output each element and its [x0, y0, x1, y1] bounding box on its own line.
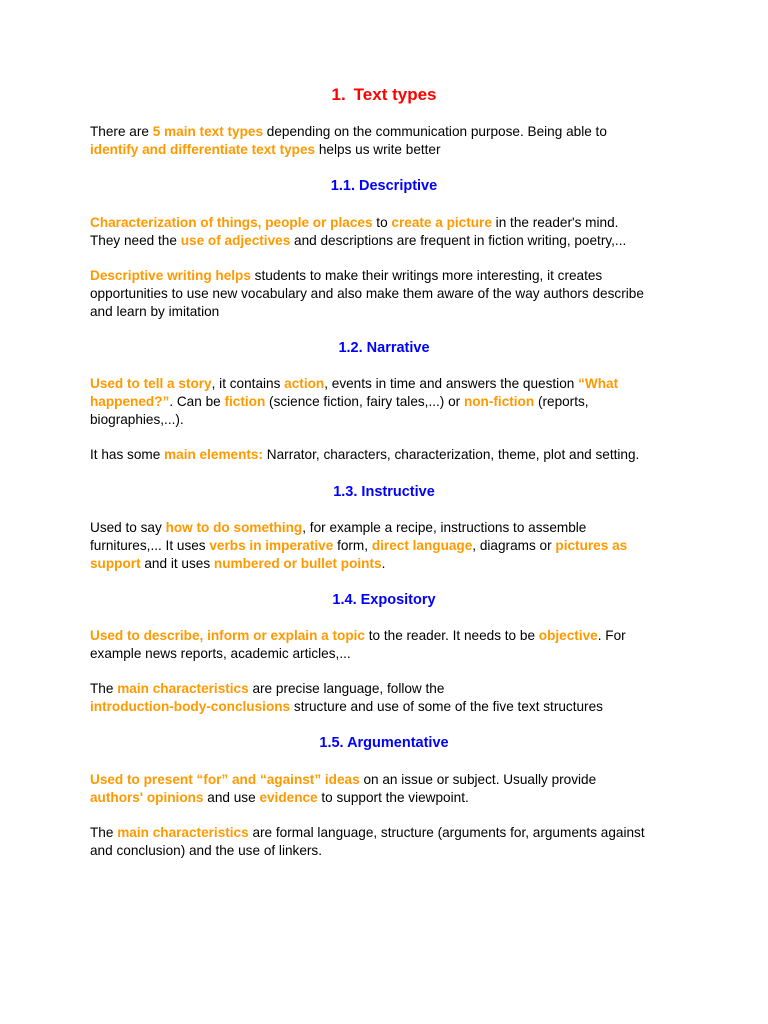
highlight-text: main characteristics: [117, 825, 249, 840]
argumentative-paragraph-2: [90, 824, 690, 860]
text-run: furnitures,... It uses: [90, 538, 210, 553]
text-run: They need the: [90, 233, 181, 248]
text-line: [90, 375, 690, 393]
descriptive-paragraph-2: [90, 267, 690, 321]
expository-paragraph-2: [90, 680, 690, 716]
intro-paragraph: [90, 123, 690, 159]
text-run: structure and use of some of the five text structures: [290, 699, 603, 714]
text-run: , it contains: [211, 376, 285, 391]
text-run: (science fiction, fairy tales,...) or: [265, 394, 464, 409]
text-run: are precise language, follow the: [248, 681, 445, 696]
text-run: form,: [333, 538, 372, 553]
text-run: depending on the communication purpose. Being able to: [263, 124, 607, 139]
text-line: biographies,...).: [90, 412, 184, 427]
title-text: Text types: [353, 85, 437, 104]
text-line: [90, 519, 690, 537]
text-run: and use: [203, 790, 260, 805]
narrative-paragraph-1: [90, 375, 690, 429]
text-run: There are: [90, 124, 153, 139]
text-line: and learn by imitation: [90, 304, 220, 319]
highlight-text: numbered or bullet points: [213, 556, 382, 571]
text-line: [90, 555, 690, 573]
text-run: , events in time and answers the question: [324, 376, 579, 391]
text-run: students to make their writings more interesting, it creates: [250, 268, 603, 283]
narrative-paragraph-2: [90, 446, 690, 464]
highlight-text: direct language: [371, 538, 473, 553]
highlight-text: main characteristics: [117, 681, 249, 696]
text-run: to the reader. It needs to be: [364, 628, 539, 643]
highlight-text: introduction-body-conclusions: [90, 699, 291, 714]
highlight-text: non-fiction: [463, 394, 535, 409]
text-run: and descriptions are frequent in fiction writing, poetry,...: [290, 233, 627, 248]
section-heading-instructive: 1.3. Instructive: [333, 484, 435, 500]
text-run: . Can be: [169, 394, 225, 409]
text-line: [90, 393, 690, 411]
descriptive-paragraph-1: [90, 214, 690, 250]
text-line: [90, 214, 690, 232]
text-run: to: [372, 215, 392, 230]
section-heading-narrative: 1.2. Narrative: [338, 340, 430, 356]
text-run: It has some: [90, 447, 165, 462]
title-number: 1.: [331, 85, 346, 104]
highlight-text: authors' opinions: [90, 790, 204, 805]
text-line: [90, 824, 690, 842]
text-line: [90, 789, 690, 807]
text-run: Used to say: [90, 520, 166, 535]
text-run: . For: [597, 628, 626, 643]
text-line: [90, 627, 690, 645]
text-run: .: [381, 556, 386, 571]
text-line: and conclusion) and the use of linkers.: [90, 843, 322, 858]
highlight-text: objective: [538, 628, 598, 643]
text-line: [90, 267, 690, 285]
highlight-text: happened?”: [90, 394, 170, 409]
highlight-text: evidence: [259, 790, 318, 805]
highlight-text: identify and differentiate text types: [90, 142, 316, 157]
text-line: opportunities to use new vocabulary and also make them aware of the way authors describe: [90, 286, 644, 301]
expository-paragraph-1: [90, 627, 690, 663]
text-run: , for example a recipe, instructions to assemble: [302, 520, 587, 535]
page-title: [90, 85, 678, 105]
text-run: , diagrams or: [472, 538, 556, 553]
highlight-text: create a picture: [391, 215, 492, 230]
text-run: are formal language, structure (arguments for, arguments against: [248, 825, 645, 840]
text-run: to support the viewpoint.: [317, 790, 469, 805]
text-run: in the reader's mind.: [491, 215, 619, 230]
text-run: Narrator, characters, characterization, theme, plot and setting.: [263, 447, 640, 462]
highlight-text: “What: [578, 376, 619, 391]
text-line: [90, 698, 690, 716]
text-line: [90, 232, 690, 250]
text-line: [90, 446, 690, 464]
argumentative-paragraph-1: [90, 771, 690, 807]
highlight-text: Descriptive writing helps: [90, 268, 251, 283]
text-run: (reports,: [534, 394, 589, 409]
section-heading-argumentative: 1.5. Argumentative: [319, 735, 449, 751]
highlight-text: Used to tell a story: [90, 376, 212, 391]
text-run: on an issue or subject. Usually provide: [359, 772, 597, 787]
instructive-paragraph-1: [90, 519, 690, 573]
text-run: and it uses: [140, 556, 214, 571]
highlight-text: main elements:: [164, 447, 264, 462]
text-run: The: [90, 825, 118, 840]
section-heading-descriptive: 1.1. Descriptive: [330, 178, 438, 194]
text-line: example news reports, academic articles,...: [90, 646, 351, 661]
text-line: [90, 123, 690, 141]
highlight-text: fiction: [224, 394, 266, 409]
text-run: helps us write better: [315, 142, 441, 157]
text-line: [90, 141, 690, 159]
highlight-text: Used to describe, inform or explain a topic: [90, 628, 365, 643]
highlight-text: Characterization of things, people or places: [90, 215, 373, 230]
text-line: [90, 771, 690, 789]
highlight-text: verbs in imperative: [209, 538, 334, 553]
text-run: The: [90, 681, 118, 696]
highlight-text: 5 main text types: [152, 124, 264, 139]
highlight-text: use of adjectives: [180, 233, 291, 248]
text-line: [90, 680, 690, 698]
highlight-text: support: [90, 556, 141, 571]
section-heading-expository: 1.4. Expository: [332, 592, 436, 608]
highlight-text: how to do something: [165, 520, 303, 535]
highlight-text: pictures as: [555, 538, 628, 553]
text-line: [90, 537, 690, 555]
highlight-text: action: [284, 376, 325, 391]
highlight-text: Used to present “for” and “against” ideas: [90, 772, 360, 787]
